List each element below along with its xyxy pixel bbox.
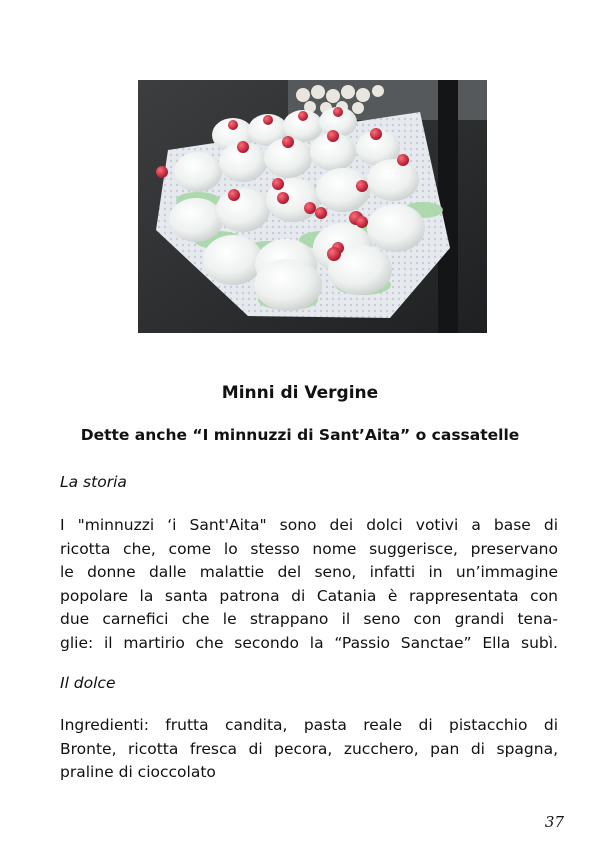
storia-line: le donne dalle malattie del seno, infatti in un’immagine <box>60 563 558 582</box>
storia-line: glie: il martirio che secondo la “Passio Sanctae” Ella subì. <box>60 633 558 652</box>
recipe-subtitle: Dette anche “I minnuzzi di Sant’Aita” o cassatelle <box>80 426 520 444</box>
section-heading-dolce: Il dolce <box>60 674 116 692</box>
case-frame <box>438 80 458 333</box>
storia-line: due carnefici che le strappano il seno con grandi tena- <box>60 610 558 629</box>
page-number: 37 <box>544 813 564 831</box>
storia-line: I "minnuzzi ‘i Sant'Aita" sono dei dolci votivi a base di <box>60 516 558 534</box>
section-heading-storia: La storia <box>60 473 127 491</box>
storia-line: ricotta che, come lo stesso nome suggerisce, preservano <box>60 539 558 558</box>
dolce-line: Bronte, ricotta fresca di pecora, zucchero, pan di spagna, <box>60 739 558 758</box>
storia-paragraph <box>60 514 558 656</box>
storia-line: popolare la santa patrona di Catania è rappresentata con <box>60 586 558 605</box>
recipe-title: Minni di Vergine <box>221 383 379 403</box>
pastry-photo <box>138 80 487 333</box>
dolce-line: Ingredienti: frutta candita, pasta reale di pistacchio di <box>60 716 558 734</box>
dolce-line: praline di cioccolato <box>60 763 216 782</box>
dolce-paragraph <box>60 714 558 785</box>
